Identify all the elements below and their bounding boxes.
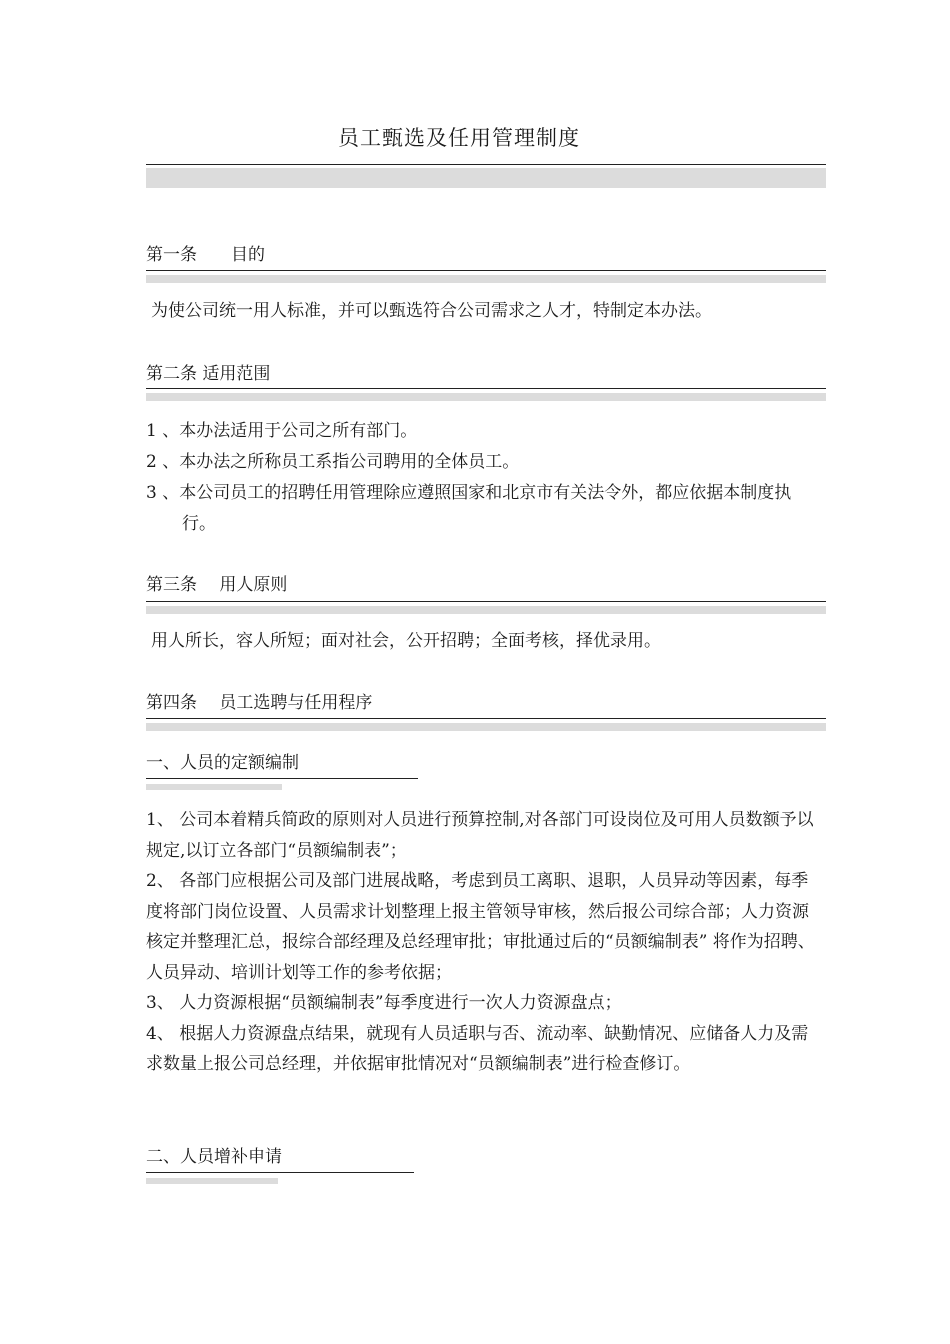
section-heading-4: 第四条 员工选聘与任用程序	[146, 693, 373, 713]
list-item: 2 、本办法之所称员工系指公司聘用的全体员工。	[146, 452, 520, 472]
section-rule-4	[146, 718, 826, 719]
section-heading-2: 第二条 适用范围	[146, 364, 271, 384]
paragraph: 1、 公司本着精兵简政的原则对人员进行预算控制,对各部门可设岗位及可用人员数额予以规定,以订立各部门“员额编制表”；	[146, 810, 814, 861]
title-band	[146, 168, 826, 188]
title-rule	[146, 164, 826, 165]
section-rule-2	[146, 388, 826, 389]
section-body-3: 用人所长，容人所短；面对社会，公开招聘；全面考核，择优录用。	[151, 631, 661, 651]
paragraph: 3、 人力资源根据“员额编制表”每季度进行一次人力资源盘点；	[146, 993, 622, 1013]
section-rule-3	[146, 601, 826, 602]
document-title: 员工甄选及任用管理制度	[338, 126, 580, 150]
paragraph: 4、 根据人力资源盘点结果，就现有人员适职与否、流动率、缺勤情况、应储备人力及需求数量上报公司总经理，并依据审批情况对“员额编制表”进行检查修订。	[146, 1023, 809, 1074]
section-body-1: 为使公司统一用人标准，并可以甄选符合公司需求之人才，特制定本办法。	[151, 301, 712, 321]
section-list-2	[146, 416, 816, 540]
subsection-band-1	[146, 784, 282, 790]
section-heading-3: 第三条 用人原则	[146, 575, 288, 595]
subsection-rule-2	[146, 1172, 414, 1173]
section-heading-1: 第一条 目的	[146, 245, 265, 265]
subsection-heading-1: 一、人员的定额编制	[146, 753, 299, 773]
subsection-body-1	[146, 805, 816, 1080]
subsection-heading-2: 二、人员增补申请	[146, 1147, 282, 1167]
subsection-band-2	[146, 1178, 278, 1184]
list-item: 1 、本办法适用于公司之所有部门。	[146, 421, 418, 441]
section-band-4	[146, 723, 826, 731]
section-rule-1	[146, 270, 826, 271]
section-band-1	[146, 275, 826, 283]
subsection-rule-1	[146, 778, 418, 779]
section-band-3	[146, 606, 826, 614]
paragraph: 2、 各部门应根据公司及部门进展战略，考虑到员工离职、退职，人员异动等因素，每季度将部门岗位设置、人员需求计划整理上报主管领导审核，然后报公司综合部；人力资源核定并整理汇总，报综合部经理及总经理审批；审批通过后的“员额编制表” 将作为招聘、人员异动、培训计划等工作的参考依据；	[146, 871, 815, 983]
list-item: 3 、本公司员工的招聘任用管理除应遵照国家和北京市有关法令外，都应依据本制度执行。	[146, 483, 792, 534]
section-band-2	[146, 393, 826, 401]
